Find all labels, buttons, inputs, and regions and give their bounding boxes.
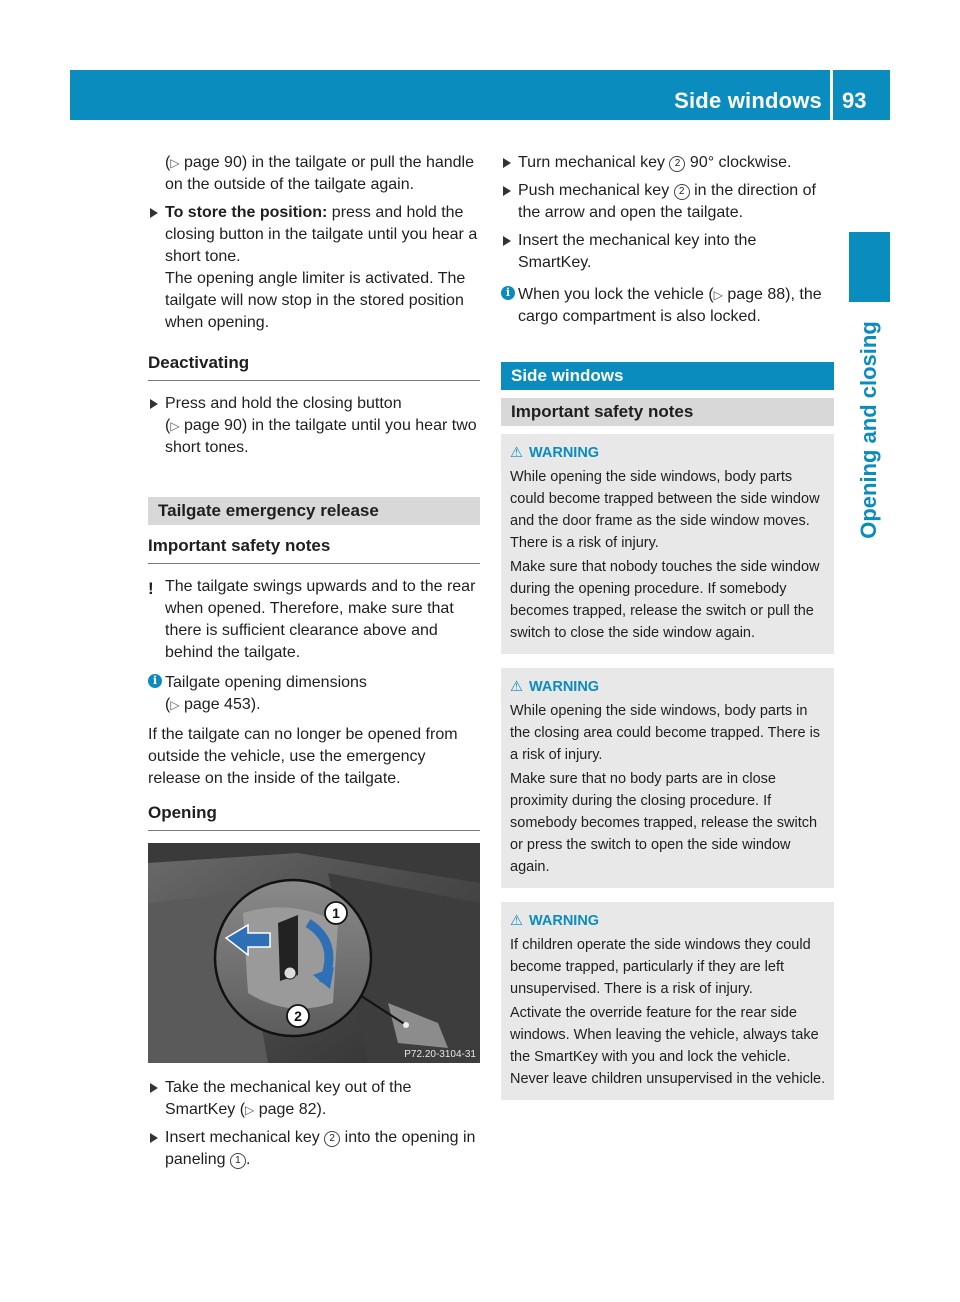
page-section-title: Side windows [674,88,822,113]
info-note: i Tailgate opening dimensions (▷ page 453). [148,672,480,716]
step-insert-key: Insert mechanical key 2 into the opening in paneling 1 . [148,1127,480,1171]
right-column [501,152,834,1100]
callout-2-icon: 2 [324,1131,340,1147]
info-icon: i [148,674,162,688]
store-position-step: To store the position: press and hold the closing button in the tailgate until you hear a short tone. The opening angle limiter is activated. The tailgate will now stop in the stored position when opening. [148,202,480,334]
warning-triangle-icon: ⚠ [510,913,523,929]
safety-notes-heading: Important safety notes [148,535,480,564]
photo-code: P72.20-3104-31 [404,1049,476,1060]
photo-callout-2: 2 [294,1008,302,1024]
warning-triangle-icon: ⚠ [510,445,523,461]
side-windows-safety-band: Important safety notes [501,398,834,426]
warning-triangle-icon: ⚠ [510,679,523,695]
page-ref-arrow-icon: ▷ [170,698,180,712]
page-ref-arrow-icon: ▷ [245,1103,255,1117]
warning-box-1: ⚠ WARNING While opening the side windows, body parts could become trapped between the side window and the door frame as the side window moves. There is a risk of injury. Make sure that nobody touches the side window during the opening procedure. If somebody becomes trapped, release the switch or pull the switch to close the side window again. [501,434,834,654]
continued-step: (▷ page 90) in the tailgate or pull the handle on the outside of the tailgate again. [165,154,474,193]
callout-2-icon: 2 [669,156,685,172]
warning-box-3: ⚠ WARNING If children operate the side windows they could become trapped, particularly if they are left unsupervised. There is a risk of injury. Activate the override feature for the rear side windows. When leaving the vehicle, always take the SmartKey with you and lock the vehicle. Never leave children unsupervised in the vehicle. [501,902,834,1100]
page-ref-arrow-icon: ▷ [170,419,180,433]
info-note-lock: i When you lock the vehicle (▷ page 88), the cargo compartment is also locked. [501,284,834,328]
step-push-key: Push mechanical key 2 in the direction of the arrow and open the tailgate. [501,180,834,224]
page-ref-arrow-icon: ▷ [170,156,180,170]
chapter-tab-label: Opening and closing [856,321,881,539]
step-insert-smartkey: Insert the mechanical key into the SmartKey. [501,230,834,274]
header-divider [830,70,833,120]
emergency-release-band: Tailgate emergency release [148,497,480,525]
chapter-tab-marker [849,232,890,302]
step-remove-key: Take the mechanical key out of the SmartKey (▷ page 82). [148,1077,480,1121]
deactivating-heading: Deactivating [148,352,480,381]
page-ref-arrow-icon: ▷ [713,288,723,302]
caution-note: ! The tailgate swings upwards and to the rear when opened. Therefore, make sure that there is sufficient clearance above and behind the tailgate. [148,578,476,661]
callout-1-icon: 1 [230,1153,246,1169]
emergency-paragraph: If the tailgate can no longer be opened from outside the vehicle, use the emergency release on the inside of the tailgate. [148,726,458,787]
callout-2-icon: 2 [674,184,690,200]
info-icon: i [501,286,515,300]
step-turn-key: Turn mechanical key 2 90° clockwise. [501,152,834,174]
exclamation-icon: ! [148,579,154,598]
photo-callout-1: 1 [332,905,340,921]
page-number: 93 [842,88,867,113]
warning-box-2: ⚠ WARNING While opening the side windows, body parts in the closing area could become trapped. There is a risk of injury. Make sure that no body parts are in close proximity during the closing procedure. If somebody becomes trapped, release the switch or press the switch to open the side window again. [501,668,834,888]
tailgate-release-photo [148,843,480,1063]
opening-heading: Opening [148,802,480,831]
side-windows-band: Side windows [501,362,834,390]
left-column [148,152,480,1177]
deactivate-step: Press and hold the closing button (▷ page 90) in the tailgate until you hear two short tones. [148,393,480,459]
